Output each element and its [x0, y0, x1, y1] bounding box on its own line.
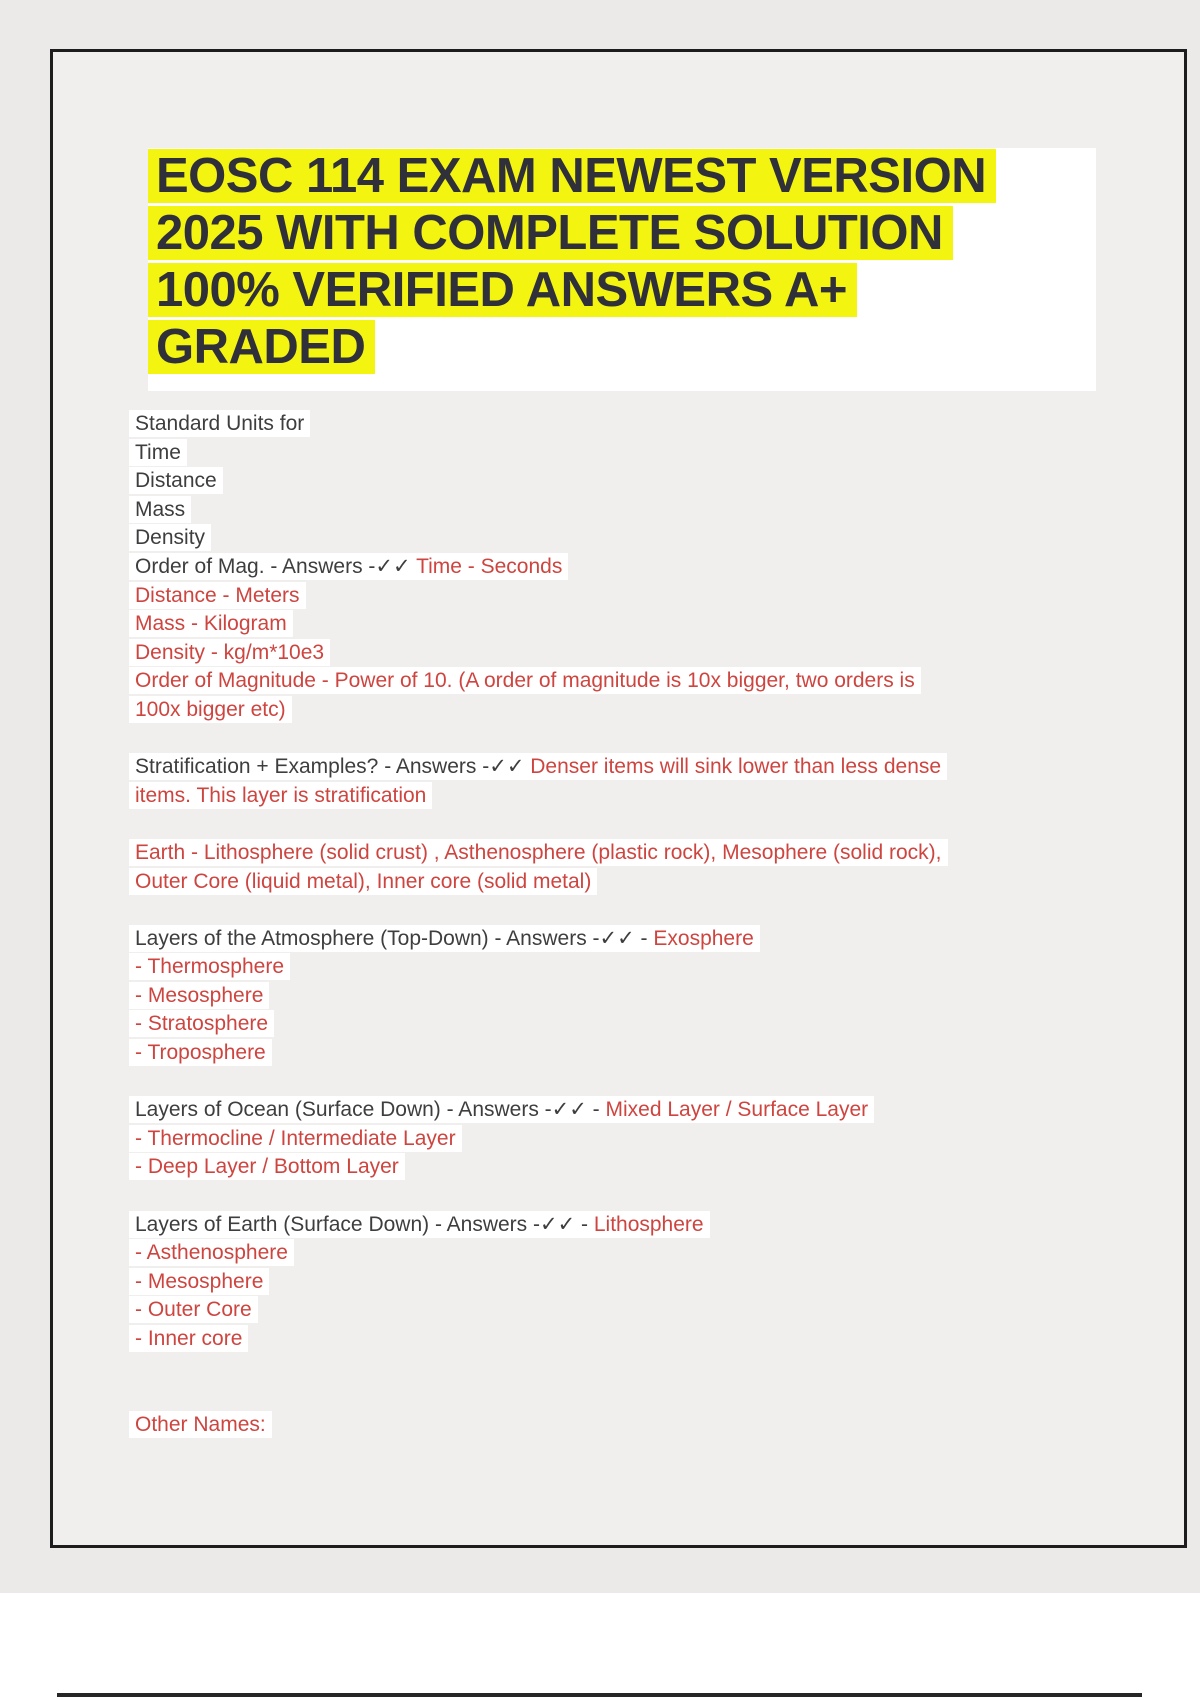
line-highlight — [129, 753, 947, 780]
line-highlight — [129, 524, 211, 551]
title-highlight: 2025 WITH COMPLETE SOLUTION — [148, 206, 953, 260]
answer-text-segment: Time - Seconds — [416, 554, 563, 578]
question-text-segment: Layers of the Atmosphere (Top-Down) - Answers -✓✓ - — [135, 926, 654, 950]
paragraph — [129, 1211, 1169, 1354]
answer-text-segment: Distance - Meters — [135, 583, 300, 607]
line-highlight — [129, 696, 292, 723]
answer-text-segment: Other Names: — [135, 1412, 266, 1436]
answer-text-segment: 100x bigger etc) — [135, 697, 286, 721]
title-highlight: GRADED — [148, 320, 375, 374]
question-text-segment: Layers of Earth (Surface Down) - Answers -✓✓ - — [135, 1212, 594, 1236]
text-line — [129, 667, 1169, 696]
answer-text-segment: Density - kg/m*10e3 — [135, 640, 325, 664]
answer-text-segment: Denser items will sink lower than less dense — [530, 755, 942, 779]
line-highlight — [129, 1153, 405, 1180]
text-line — [129, 953, 1169, 982]
question-text-segment: Order of Mag. - Answers -✓✓ — [135, 554, 417, 578]
answer-text-segment: Outer Core (liquid metal), Inner core (solid metal) — [135, 869, 592, 893]
text-line — [129, 639, 1169, 668]
text-line — [129, 496, 1169, 525]
question-text-segment: Mass — [135, 497, 186, 521]
line-highlight — [129, 1039, 272, 1066]
line-highlight — [129, 1296, 258, 1323]
answer-text-segment: - Outer Core — [135, 1298, 252, 1322]
line-highlight — [129, 467, 223, 494]
text-line — [129, 1239, 1169, 1268]
title-line — [148, 262, 1096, 319]
line-highlight — [129, 1239, 294, 1266]
answer-text-segment: - Stratosphere — [135, 1012, 269, 1036]
line-highlight — [129, 1125, 462, 1152]
answer-text-segment: - Thermocline / Intermediate Layer — [135, 1126, 456, 1150]
next-page-top-border — [57, 1693, 1142, 1697]
text-line — [129, 925, 1169, 954]
text-line — [129, 696, 1169, 725]
title-line — [148, 148, 1096, 205]
question-text-segment: Distance — [135, 469, 217, 493]
answer-text-segment: Order of Magnitude - Power of 10. (A order of magnitude is 10x bigger, two orders is — [135, 669, 915, 693]
title-highlight: EOSC 114 EXAM NEWEST VERSION — [148, 149, 996, 203]
line-highlight — [129, 925, 760, 952]
text-line — [129, 1211, 1169, 1240]
text-line — [129, 1296, 1169, 1325]
question-text-segment: Layers of Ocean (Surface Down) - Answers -✓✓ - — [135, 1098, 606, 1122]
line-highlight — [129, 839, 948, 866]
text-line — [129, 610, 1169, 639]
text-line — [129, 1039, 1169, 1068]
text-line — [129, 410, 1169, 439]
line-highlight — [129, 410, 310, 437]
text-line — [129, 868, 1169, 897]
text-line — [129, 582, 1169, 611]
line-highlight — [129, 1096, 874, 1123]
answer-text-segment: Earth - Lithosphere (solid crust) , Asthenosphere (plastic rock), Mesophere (solid rock), — [135, 840, 942, 864]
text-line — [129, 1096, 1169, 1125]
answer-text-segment: - Deep Layer / Bottom Layer — [135, 1155, 399, 1179]
line-highlight — [129, 868, 597, 895]
answer-text-segment: - Thermosphere — [135, 955, 285, 979]
text-line — [129, 553, 1169, 582]
paragraph — [129, 753, 1169, 810]
answer-text-segment: - Inner core — [135, 1327, 243, 1350]
paragraph — [129, 410, 1169, 725]
title-block — [148, 148, 1096, 391]
answer-text-segment: Exosphere — [653, 926, 754, 950]
question-text-segment: Density — [135, 526, 206, 550]
paragraph — [129, 925, 1169, 1068]
line-highlight — [129, 496, 191, 523]
line-highlight — [129, 439, 187, 466]
answer-text-segment: Lithosphere — [593, 1212, 704, 1236]
text-line — [129, 439, 1169, 468]
answer-text-segment: Mixed Layer / Surface Layer — [605, 1098, 869, 1122]
line-highlight — [129, 1211, 710, 1238]
question-text-segment: Standard Units for — [135, 412, 305, 435]
line-highlight — [129, 953, 290, 980]
line-highlight — [129, 1325, 248, 1352]
line-highlight — [129, 610, 293, 637]
title-line — [148, 205, 1096, 262]
paragraph — [129, 1411, 1169, 1440]
paragraph — [129, 839, 1169, 896]
text-line — [129, 782, 1169, 811]
answer-text-segment: items. This layer is stratification — [135, 783, 427, 807]
paragraph — [129, 1096, 1169, 1182]
line-highlight — [129, 1411, 272, 1438]
question-text-segment: Time — [135, 440, 181, 464]
text-line — [129, 1268, 1169, 1297]
text-line — [129, 1325, 1169, 1354]
line-highlight — [129, 639, 330, 666]
title-highlight: 100% VERIFIED ANSWERS A+ — [148, 263, 857, 317]
text-line — [129, 1411, 1169, 1440]
title-line — [148, 319, 1096, 376]
text-line — [129, 1153, 1169, 1182]
line-highlight — [129, 667, 921, 694]
question-text-segment: Stratification + Examples? - Answers -✓✓ — [135, 755, 531, 779]
text-line — [129, 1125, 1169, 1154]
line-highlight — [129, 1268, 269, 1295]
line-highlight — [129, 782, 432, 809]
text-line — [129, 524, 1169, 553]
text-line — [129, 753, 1169, 782]
text-line — [129, 1010, 1169, 1039]
answer-text-segment: - Mesosphere — [135, 983, 264, 1007]
document-page — [50, 49, 1187, 1548]
answer-text-segment: Mass - Kilogram — [135, 612, 287, 636]
line-highlight — [129, 582, 306, 609]
text-line — [129, 982, 1169, 1011]
answer-text-segment: - Mesosphere — [135, 1269, 264, 1293]
answer-text-segment: - Troposphere — [135, 1041, 266, 1065]
text-line — [129, 467, 1169, 496]
answer-text-segment: - Asthenosphere — [135, 1241, 288, 1265]
line-highlight — [129, 982, 269, 1009]
line-highlight — [129, 1010, 274, 1037]
text-line — [129, 839, 1169, 868]
document-content — [129, 410, 1169, 1439]
line-highlight — [129, 553, 568, 580]
